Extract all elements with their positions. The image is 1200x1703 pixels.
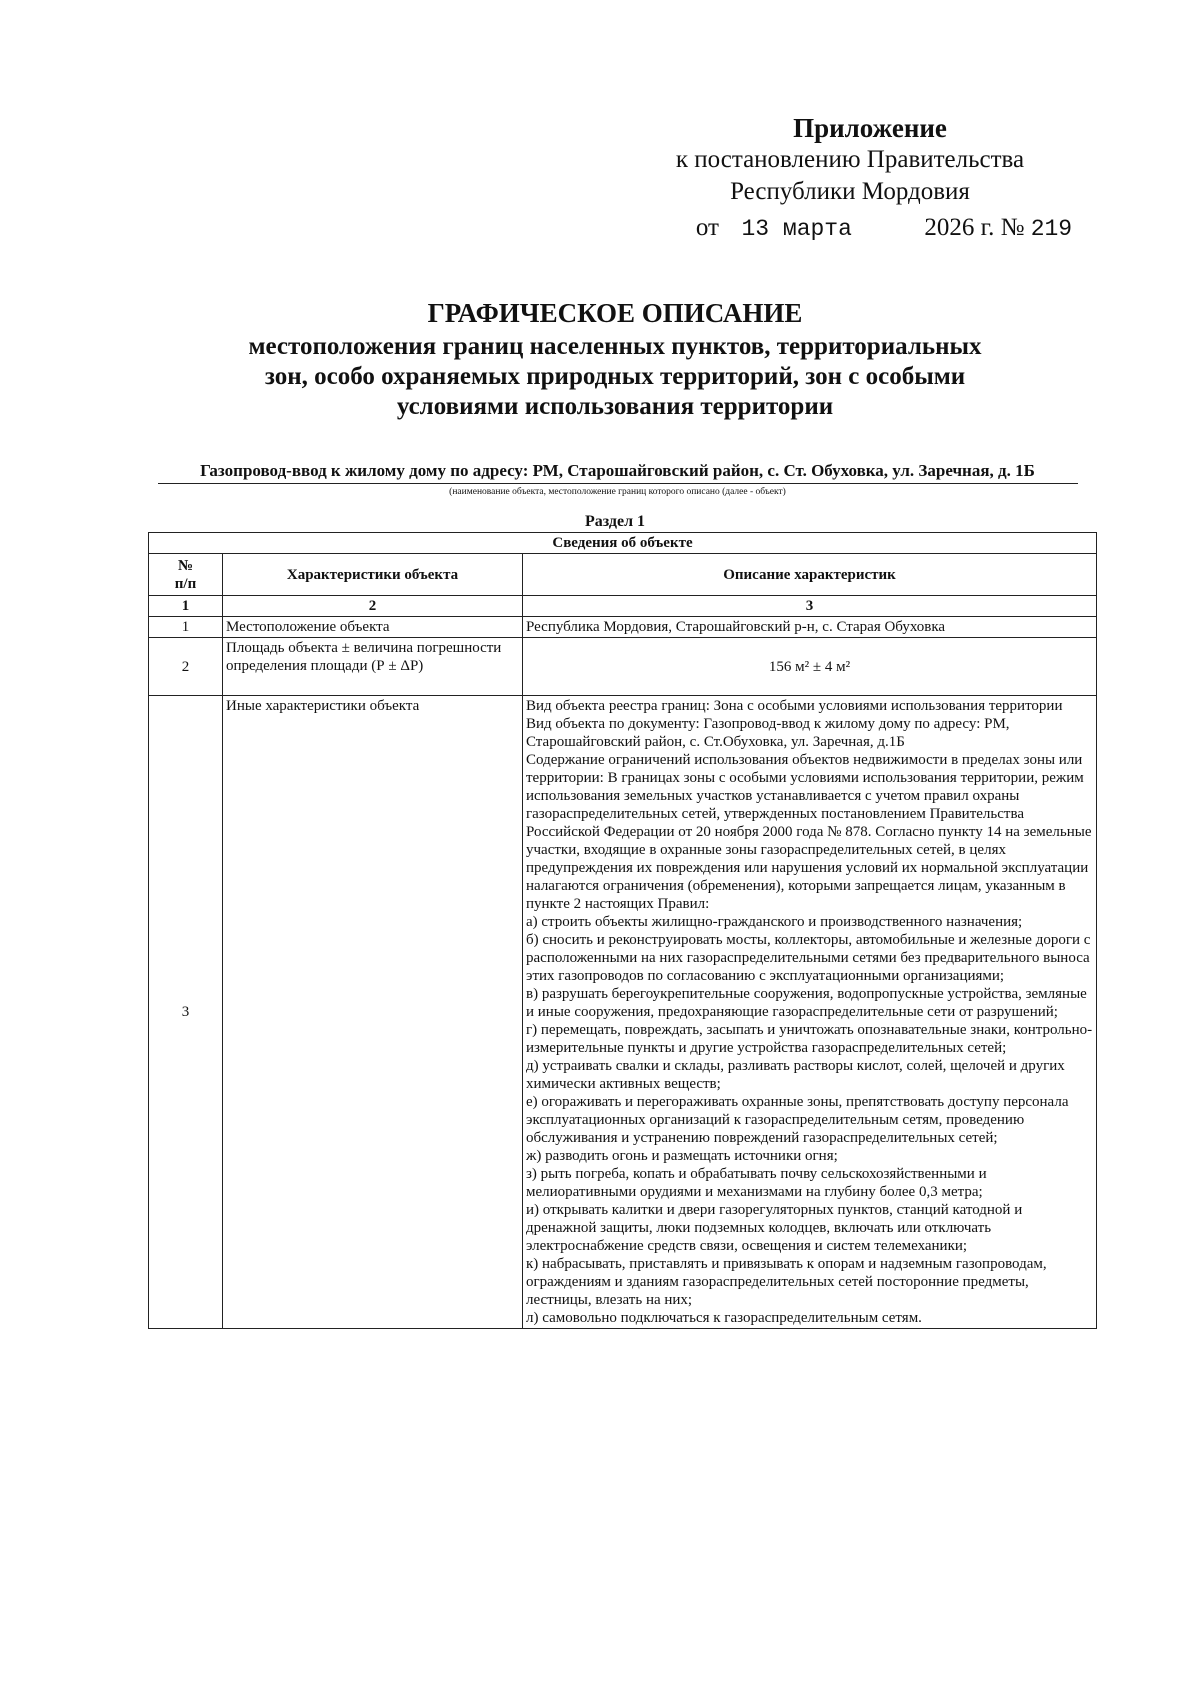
row-characteristic: Местоположение объекта: [223, 617, 523, 638]
description-paragraph: а) строить объекты жилищно-гражданского и производственного назначения;: [526, 914, 1023, 930]
description-paragraph: Вид объекта реестра границ: Зона с особыми условиями использования территории: [526, 698, 1063, 714]
header-description: Описание характеристик: [523, 554, 1097, 596]
column-numbers-row: [149, 596, 1097, 617]
description-paragraph: ж) разводить огонь и размещать источники огня;: [526, 1148, 838, 1164]
description-paragraph: в) разрушать берегоукрепительные сооружения, водопропускные устройства, земляные и иные сооружения, предохраняющие газораспределительные сети от разрушений;: [526, 986, 1087, 1020]
appendix-line-1: к постановлению Правительства: [675, 146, 1025, 173]
table-row: [149, 696, 1097, 1329]
header-number: № п/п: [149, 554, 223, 596]
description-paragraph: д) устраивать свалки и склады, разливать растворы кислот, солей, щелочей и других химически активных веществ;: [526, 1058, 1065, 1092]
row-description: Республика Мордовия, Старошайговский р-н, с. Старая Обуховка: [523, 617, 1097, 638]
row-number: 3: [149, 696, 223, 1329]
date-day-month: 13 марта: [741, 216, 852, 242]
appendix-block: [620, 112, 1080, 242]
row-description: [523, 696, 1097, 1329]
object-info-table: [148, 532, 1097, 1329]
row-characteristic: Площадь объекта ± величина погрешности определения площади (Р ± ΔР): [223, 638, 523, 696]
description-paragraph: е) огораживать и перегораживать охранные зоны, препятствовать доступу персонала эксплуатационных организаций к газораспределительным сетям, проведению обслуживания и устранению повреждений газораспределительных сетей;: [526, 1094, 1069, 1146]
section-label: Раздел 1: [584, 513, 646, 530]
description-paragraph: г) перемещать, повреждать, засыпать и уничтожать опознавательные знаки, контрольно-измерительные пункты и другие устройства газораспределительных сетей;: [526, 1022, 1093, 1056]
row-characteristic: Иные характеристики объекта: [223, 696, 523, 1329]
appendix-line-2: Республики Мордовия: [730, 178, 970, 205]
row-description: 156 м² ± 4 м²: [523, 638, 1097, 696]
description-paragraph: Содержание ограничений использования объектов недвижимости в пределах зоны или территории: В границах зоны с особыми условиями использования территории, режим использования земельных участков устанавливается с учетом правил охраны газораспределительных сетей, утвержденных постановлением Правительства Российской Федерации от 20 ноября 2000 года № 878. Согласно пункту 14 на земельные участки, входящие в охранные зоны газораспределительных сетей, в целях предупреждения их повреждения или нарушения условий их нормальной эксплуатации налагаются ограничения (обременения), которыми запрещается лицам, указанным в пункте 2 настоящих Правил:: [526, 752, 1092, 912]
table-caption: Сведения об объекте: [149, 533, 1097, 554]
description-paragraph: к) набрасывать, приставлять и привязывать к опорам и надземным газопроводам, ограждениям и зданиям газораспределительных сетей посторонние предметы, лестницы, влезать на них;: [526, 1256, 1047, 1308]
row-number: 2: [149, 638, 223, 696]
date-year: 2026 г. №: [924, 214, 1025, 241]
header-characteristic: Характеристики объекта: [223, 554, 523, 596]
table-header-row: [149, 554, 1097, 596]
appendix-dateline: [674, 212, 1094, 245]
description-paragraph: з) рыть погреба, копать и обрабатывать почву сельскохозяйственными и мелиоративными орудиями и механизмами на глубину более 0,3 метра;: [526, 1166, 987, 1200]
description-paragraph: л) самовольно подключаться к газораспределительным сетям.: [526, 1310, 922, 1326]
date-prefix: от: [695, 214, 719, 241]
document-subtitle-3: условиями использования территории: [396, 393, 834, 420]
table-caption-row: [149, 533, 1097, 554]
description-paragraph: Вид объекта по документу: Газопровод-ввод к жилому дому по адресу: РМ, Старошайговский район, с. Ст.Обуховка, ул. Заречная, д.1Б: [526, 716, 1010, 750]
table-row: [149, 617, 1097, 638]
description-paragraph: б) сносить и реконструировать мосты, коллекторы, автомобильные и железные дороги с расположенными на них газораспределительными сетями без предварительного выноса этих газопроводов по согласованию с эксплуатационными организациями;: [526, 932, 1091, 984]
document-subtitle-1: местоположения границ населенных пунктов, территориальных: [248, 333, 982, 360]
main-title-block: [150, 296, 1080, 422]
appendix-title: Приложение: [793, 113, 947, 143]
document-number: 219: [1030, 216, 1073, 242]
row-number: 1: [149, 617, 223, 638]
document-title: ГРАФИЧЕСКОЕ ОПИСАНИЕ: [427, 298, 803, 328]
description-paragraph: и) открывать калитки и двери газорегуляторных пунктов, станций катодной и дренажной защиты, люки подземных колодцев, включать или отключать электроснабжение средств связи, освещения и систем телемеханики;: [526, 1202, 1023, 1254]
column-number-3: 3: [523, 596, 1097, 617]
object-name: Газопровод-ввод к жилому дому по адресу: РМ, Старошайговский район, с. Ст. Обуховка, ул. Заречная, д. 1Б: [200, 461, 1035, 480]
object-name-underline: [158, 483, 1078, 484]
column-number-1: 1: [149, 596, 223, 617]
column-number-2: 2: [223, 596, 523, 617]
document-subtitle-2: зон, особо охраняемых природных территорий, зон с особыми: [264, 363, 966, 390]
object-caption: (наименование объекта, местоположение границ которого описано (далее - объект): [449, 487, 786, 497]
table-row: [149, 638, 1097, 696]
